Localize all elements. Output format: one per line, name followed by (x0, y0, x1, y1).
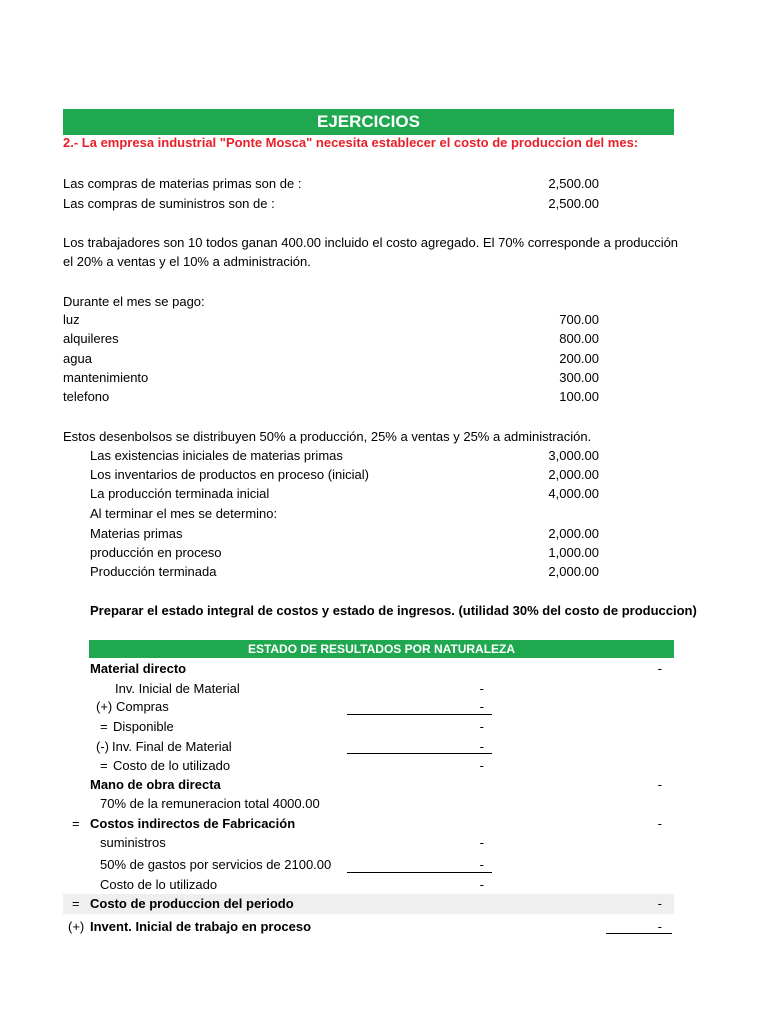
inventory-end-label: Producción terminada (90, 564, 217, 579)
payment-label: luz (63, 312, 80, 327)
costo-utilizado-sign: = (100, 758, 108, 773)
payment-label: telefono (63, 389, 110, 404)
inventory-label: La producción terminada inicial (90, 486, 270, 501)
costo-utilizado-label: Costo de lo utilizado (113, 758, 231, 773)
invent-inicial-value: - (657, 919, 662, 934)
purchase-value: 2,500.00 (548, 176, 599, 191)
distribution-text: Estos desenbolsos se distribuyen 50% a producción, 25% a ventas y 25% a administración. (63, 429, 592, 444)
mano-obra-label: Mano de obra directa (90, 777, 221, 792)
inventory-end-heading: Al terminar el mes se determino: (90, 506, 278, 521)
costo-periodo-value: - (657, 896, 662, 911)
inv-final-value: - (479, 739, 484, 754)
gastos-underline (347, 872, 492, 873)
payment-label: agua (63, 351, 92, 366)
disponible-value: - (479, 719, 484, 734)
problem-intro: 2.- La empresa industrial "Ponte Mosca" necesita establecer el costo de produccion del mes: (63, 135, 639, 150)
suministros-value: - (479, 835, 484, 850)
costo-utilizado-value: - (479, 758, 484, 773)
gastos-servicios-value: - (479, 857, 484, 872)
page-title: EJERCICIOS (63, 109, 674, 135)
inv-final-sign: (-) (96, 739, 109, 754)
invent-inicial-sign: (+) (68, 919, 85, 934)
cif-label: Costos indirectos de Fabricación (90, 816, 296, 831)
mano-obra-value: - (657, 777, 662, 792)
purchase-value: 2,500.00 (548, 196, 599, 211)
inventory-label: Las existencias iniciales de materias primas (90, 448, 343, 463)
payment-value: 800.00 (559, 331, 599, 346)
payment-value: 300.00 (559, 370, 599, 385)
compras-value: - (479, 699, 484, 714)
cif-sign: = (72, 816, 80, 831)
payment-label: alquileres (63, 331, 119, 346)
material-directo-label: Material directo (90, 661, 187, 676)
inv-inicial-value: - (479, 681, 484, 696)
inventory-end-value: 1,000.00 (548, 545, 599, 560)
payments-heading: Durante el mes se pago: (63, 294, 205, 309)
payment-label: mantenimiento (63, 370, 149, 385)
inventory-value: 2,000.00 (548, 467, 599, 482)
workers-text-line1: Los trabajadores son 10 todos ganan 400.00 incluido el costo agregado. El 70% corresponde a producción (63, 235, 679, 250)
costo-utilizado2-label: Costo de lo utilizado (100, 877, 218, 892)
workers-text-line2: el 20% a ventas y el 10% a administración. (63, 254, 311, 269)
inv-final-underline (347, 753, 492, 754)
inventory-label: Los inventarios de productos en proceso (inicial) (90, 467, 369, 482)
purchase-label: Las compras de suministros son de : (63, 196, 275, 211)
inventory-end-label: producción en proceso (90, 545, 222, 560)
costo-periodo-label: Costo de produccion del periodo (90, 896, 294, 911)
purchase-label: Las compras de materias primas son de : (63, 176, 302, 191)
compras-underline (347, 714, 492, 715)
disponible-label: Disponible (113, 719, 174, 734)
costo-utilizado2-value: - (479, 877, 484, 892)
suministros-label: suministros (100, 835, 166, 850)
disponible-sign: = (100, 719, 108, 734)
payment-value: 100.00 (559, 389, 599, 404)
costo-periodo-sign: = (72, 896, 80, 911)
instruction-text: Preparar el estado integral de costos y estado de ingresos. (utilidad 30% del costo de produccion) (90, 603, 697, 618)
invent-inicial-underline (606, 933, 672, 934)
compras-sign: (+) (96, 699, 113, 714)
compras-label: Compras (116, 699, 169, 714)
inventory-value: 3,000.00 (548, 448, 599, 463)
inventory-end-label: Materias primas (90, 526, 183, 541)
material-directo-value: - (657, 661, 662, 676)
estado-title: ESTADO DE RESULTADOS POR NATURALEZA (89, 640, 674, 658)
payment-value: 200.00 (559, 351, 599, 366)
inventory-end-value: 2,000.00 (548, 526, 599, 541)
remuneracion-label: 70% de la remuneracion total 4000.00 (100, 796, 320, 811)
inv-final-label: Inv. Final de Material (112, 739, 232, 754)
cif-value: - (657, 816, 662, 831)
inventory-end-value: 2,000.00 (548, 564, 599, 579)
payment-value: 700.00 (559, 312, 599, 327)
inv-inicial-label: Inv. Inicial de Material (115, 681, 240, 696)
invent-inicial-label: Invent. Inicial de trabajo en proceso (90, 919, 312, 934)
gastos-servicios-label: 50% de gastos por servicios de 2100.00 (100, 857, 332, 872)
inventory-value: 4,000.00 (548, 486, 599, 501)
